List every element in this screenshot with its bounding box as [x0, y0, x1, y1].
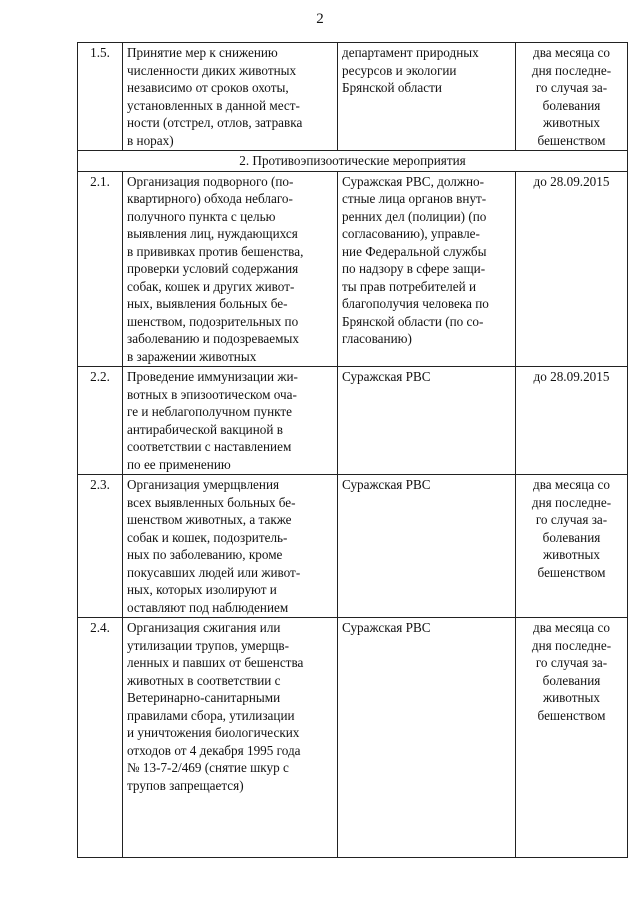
row-number: 2.1. [78, 171, 123, 367]
term-cell: до 28.09.2015 [516, 367, 628, 475]
row-number: 2.4. [78, 618, 123, 858]
section-title: 2. Противоэпизоотические мероприятия [78, 151, 628, 172]
measures-table [77, 42, 628, 858]
action-cell: Организация умерщвления всех выявленных больных бе- шенством животных, а также собак и кошек, подозритель- ных по заболеванию, кроме покусавших людей или живот- ных, которых изолируют и оставляют под наблюдением [123, 475, 338, 618]
row-number: 1.5. [78, 43, 123, 151]
table-row [78, 618, 628, 858]
term-cell: два месяца со дня последне- го случая за- болевания животных бешенством [516, 618, 628, 858]
action-cell: Проведение иммунизации жи- вотных в эпизоотическом оча- ге и неблагополучном пункте антирабической вакциной в соответствии с наставлением по ее применению [123, 367, 338, 475]
action-cell: Организация сжигания или утилизации трупов, умерщв- ленных и павших от бешенства животных в соответствии с Ветеринарно-санитарными правилами сбора, утилизации и уничтожения биологических отходов от 4 декабря 1995 года № 13-7-2/469 (снятие шкур с трупов запрещается) [123, 618, 338, 858]
row-number: 2.2. [78, 367, 123, 475]
section-row [78, 151, 628, 172]
executor-cell: департамент природных ресурсов и экологии Брянской области [338, 43, 516, 151]
action-cell: Организация подворного (по- квартирного) обхода неблаго- получного пункта с целью выявления лиц, нуждающихся в прививках против бешенства, проверки условий содержания собак, кошек и других живот- ных, выявления больных бе- шенством, подозрительных по заболеванию и подозреваемых в заражении животных [123, 171, 338, 367]
table-row [78, 43, 628, 151]
table-row [78, 171, 628, 367]
table-row [78, 367, 628, 475]
row-number: 2.3. [78, 475, 123, 618]
executor-cell: Суражская РВС [338, 367, 516, 475]
term-cell: два месяца со дня последне- го случая за- болевания животных бешенством [516, 475, 628, 618]
table-row [78, 475, 628, 618]
term-cell: два месяца со дня последне- го случая за- болевания животных бешенством [516, 43, 628, 151]
term-cell: до 28.09.2015 [516, 171, 628, 367]
executor-cell: Суражская РВС [338, 618, 516, 858]
action-cell: Принятие мер к снижению численности диких животных независимо от сроков охоты, установленных в данной мест- ности (отстрел, отлов, затравка в норах) [123, 43, 338, 151]
executor-cell: Суражская РВС, должно- стные лица органов внут- ренних дел (полиции) (по согласованию), управле- ние Федеральной службы по надзору в сфере защи- ты прав потребителей и благополучия человека по Брянской области (по со- гласованию) [338, 171, 516, 367]
page-number: 2 [316, 11, 324, 27]
executor-cell: Суражская РВС [338, 475, 516, 618]
